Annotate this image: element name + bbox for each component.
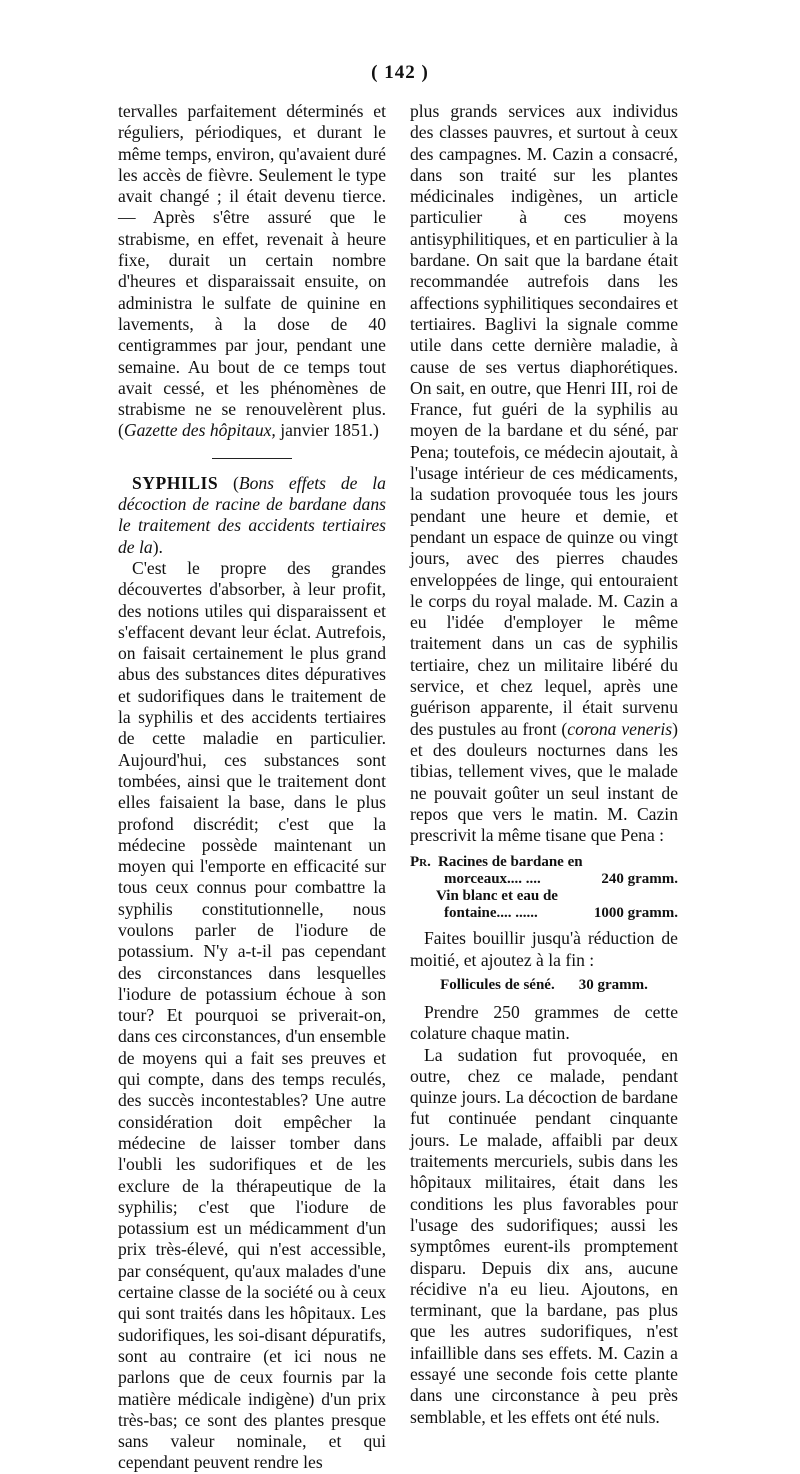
prescription-item-cont: fontaine.... ...... [444,905,538,922]
prescription-line-2 [410,871,678,888]
prescription-item: Follicules de séné. [440,976,555,993]
paragraph-syphilis: C'est le propre des grandes découvertes d'absorber, à leur profit, des notions utiles qui disparaissent et s'effacent devant leur éclat. Autrefois, on faisait certainement le plus grand abus des substances dites dépuratives et sudorifiques dans le traitement de la syphilis et des accidents tertiaires de cette maladie en particulier. Aujourd'hui, ces substances sont tombées, ainsi que le traitement dont elles faisaient la base, dans le plus profond discrédit; c'est que la médecine possède maintenant un moyen qui l'emporte en efficacité sur tous ceux connus pour combattre la syphilis constitutionnelle, nous voulons parler de l'iodure de potassium. N'y a-t-il pas cependant des circonstances dans lesquelles l'iodure de potassium échoue à son tour? Et pourquoi se priverait-on, dans ces circonstances, d'un ensemble de moyens qui a fait ses preuves et qui compte, dans des temps reculés, des succès incontestables? Une autre considération doit empêcher la médecine de laisser tomber dans l'oubli les sudorifiques et de les exclure de la thérapeutique de la syphilis; c'est que l'iodure de potassium est un médicamment d'un prix très-élevé, qui n'est accessible, par conséquent, qu'aux malades d'une certaine classe de la société ou à ceux qui sont traités dans les hôpitaux. Les sudorifiques, les soi-disant dépuratifs, sont au contraire (et ici nous ne parlons que de ceux fournis par la matière médicale indigène) d'un prix très-bas; ce sont des plantes presque sans valeur nominale, et qui cependant peuvent rendre les [118,557,386,1473]
paragraph-colature: Prendre 250 grammes de cette colature chaque matin. [410,1001,678,1044]
prescription-item: Racines de bardane en [438,854,583,871]
entry-title [118,473,386,558]
prescription-line-3 [410,888,678,905]
entry-open: ( [218,472,239,493]
prescription-line-4 [410,905,678,922]
prescription [410,854,678,922]
page-number: ( 142 ) [371,62,429,83]
prescription-addition [410,977,678,994]
paragraph-strabisme [118,101,386,442]
paragraph-sudation: La sudation fut provoquée, en outre, chez ce malade, pendant quinze jours. La décoction de bardane fut continuée pendant cinquante jours. Le malade, affaibli par deux traitements mercuriels, subis dans les hôpitaux militaires, était dans les conditions les plus favorables pour l'usage des sudorifiques; aussi les symptômes eurent-ils promptement disparu. Depuis dix ans, aucune récidive n'a eu lieu. Ajoutons, en terminant, que la bardane, pas plus que les autres sudorifiques, n'est infaillible dans ses effets. M. Cazin a essayé une seconde fois cette plante dans une circonstance à peu près semblable, et les effets ont été nuls. [410,1044,678,1427]
entry-head: SYPHILIS [132,472,219,493]
paragraph-text: tervalles parfaitement déterminés et réguliers, périodiques, et durant le même temps, environ, qu'avaient duré les accès de fièvre. Seulement le type avait changé ; il était devenu tierce. — Après s'être assuré que le strabisme, en effet, revenait à heure fixe, durait un certain nombre d'heures et disparaissait ensuite, on administra le sulfate de quinine en lavements, à la dose de 40 centigrammes par jour, pendant une semaine. Au bout de ce temps tout avait cessé, et les phénomènes de strabisme ne se renouvelèrent plus. ( [118,101,386,441]
prescription-qty: 1000 gramm. [593,905,678,922]
right-column [410,101,678,1428]
paragraph-text-a: plus grands services aux individus des classes pauvres, et surtout à ceux des campagnes. M. Cazin a consacré, dans son traité sur les plantes médicinales indigènes, un article particulier à ces moyens antisyphilitiques, et en particulier à la bardane. On sait que la bardane était recommandée autrefois dans les affections syphilitiques secondaires et tertiaires. Baglivi la signale comme utile dans cette dernière maladie, à cause de ses vertus diaphorétiques. On sait, en outre, que Henri III, roi de France, fut guéri de la syphilis au moyen de la bardane et du séné, par Pena; toutefois, ce médecin ajoutait, à l'usage intérieur de ces médicaments, la sudation provoquée tous les jours pendant une heure et demie, et pendant un espace de quinze ou vingt jours, avec des pierres chaudes enveloppées de linge, qui entouraient le corps du royal malade. M. Cazin a eu l'idée d'employer le même traitement dans un cas de syphilis tertiaire, chez un militaire libéré du service, et chez lequel, après une guérison apparente, il était survenu des pustules au front ( [410,101,678,739]
paragraph-bouillir: Faites bouillir jusqu'à réduction de moitié, et ajoutez à la fin : [410,928,678,970]
prescription-item: Vin blanc et eau de [436,888,558,905]
citation-date: janvier 1851.) [275,420,379,441]
entry-close: ). [152,536,163,557]
prescription-qty: 30 gramm. [578,976,648,993]
corona-veneris: corona veneris [567,718,673,739]
paragraph-cazin [410,101,678,846]
citation-source: Gazette des hôpitaux, [123,420,276,441]
left-column [118,101,386,1474]
prescription-item-cont: morceaux.... .... [444,871,541,888]
prescription-line-1 [410,854,678,871]
prescription-qty: 240 gramm. [601,871,678,888]
section-separator [212,458,292,459]
paragraph-text-b: ) et des douleurs nocturnes dans les tibias, tellement vives, que le malade ne pouvait goûter un seul instant de repos que vers le matin. M. Cazin prescrivit la même tisane que Pena : [410,718,678,846]
entry-subtitle: Bons effets de la décoction de racine de bardane dans le traitement des accidents tertiaires de la [118,472,386,557]
prescription-label: Pr. [410,854,431,871]
